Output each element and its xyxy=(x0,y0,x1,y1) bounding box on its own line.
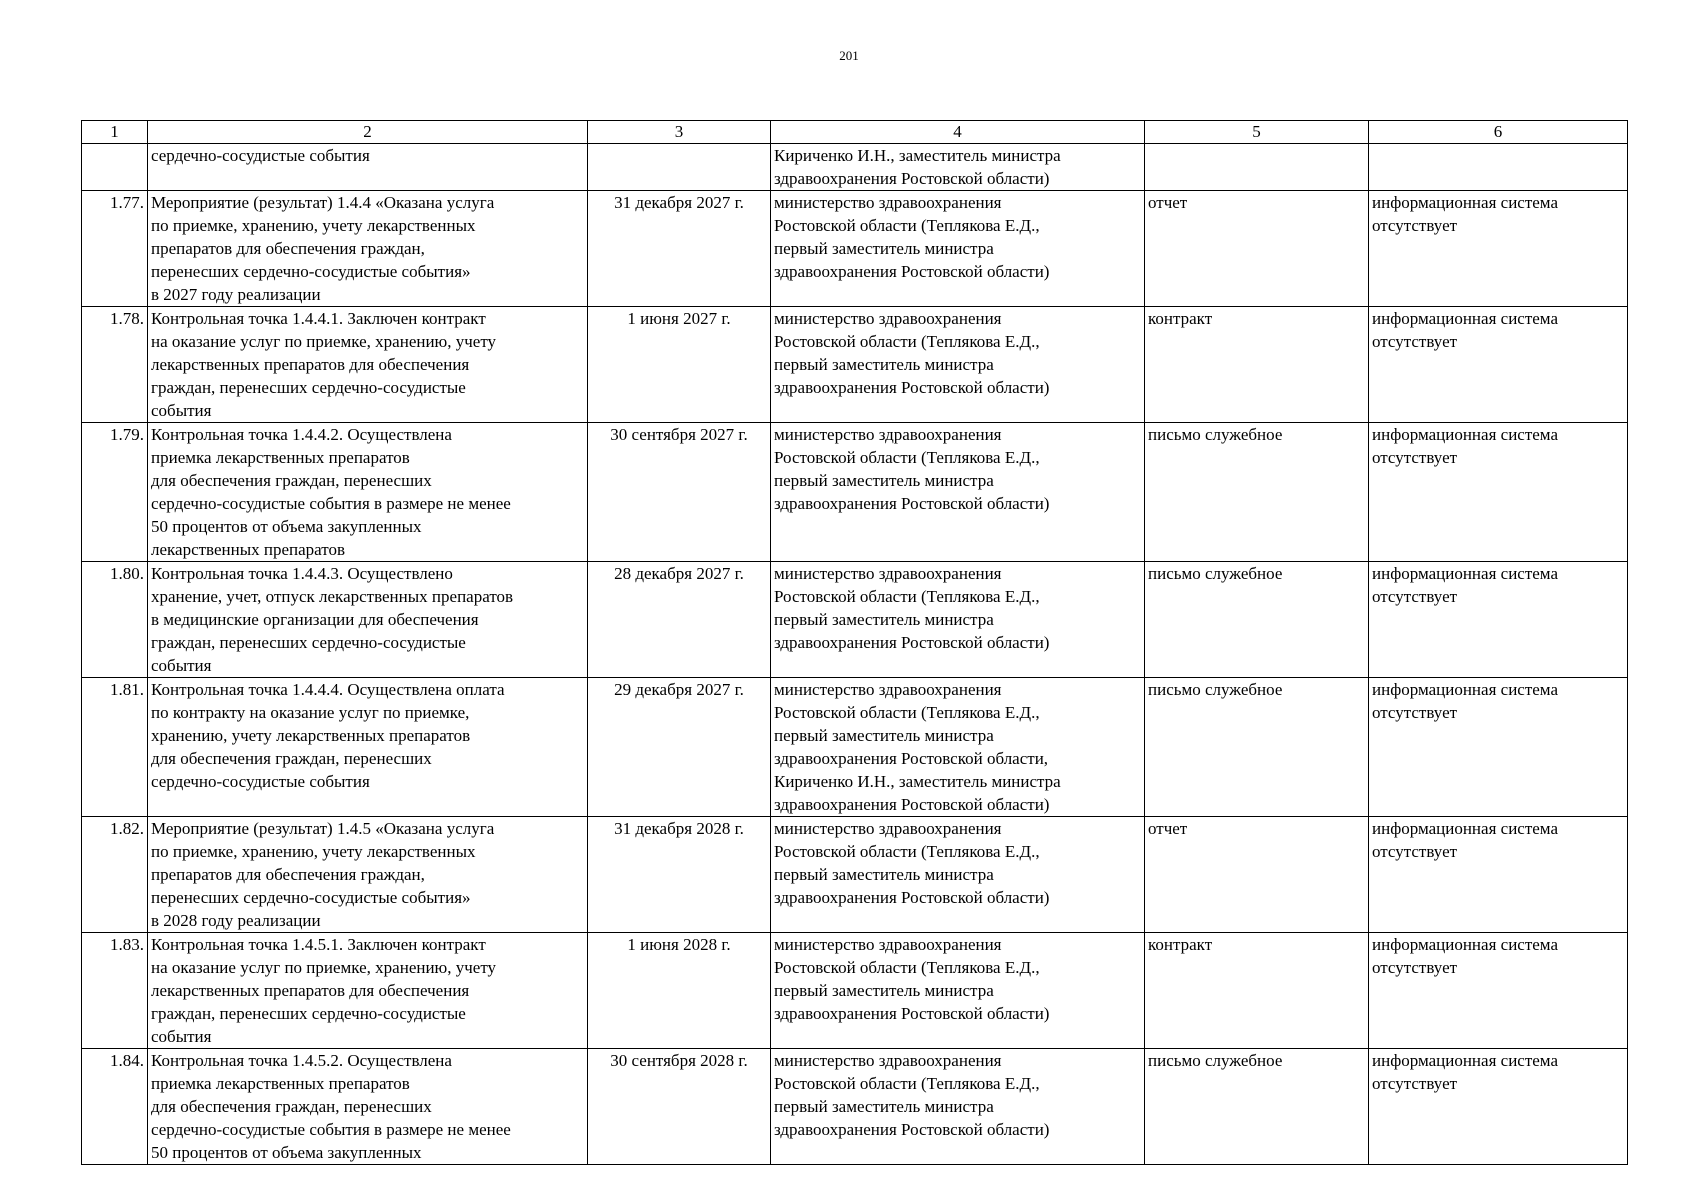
responsible-line: здравоохранения Ростовской области) xyxy=(774,795,1050,814)
responsible-line: первый заместитель министра xyxy=(774,355,994,374)
description-line: 50 процентов от объема закупленных xyxy=(151,1143,422,1162)
document-type: контракт xyxy=(1148,935,1213,954)
information-system-line: отсутствует xyxy=(1372,332,1458,351)
responsible-line: первый заместитель министра xyxy=(774,981,994,1000)
responsible-cell xyxy=(771,423,1145,562)
description-line: Контрольная точка 1.4.4.2. Осуществлена xyxy=(151,425,452,444)
responsible-line: первый заместитель министра xyxy=(774,471,994,490)
description-cell xyxy=(148,307,588,423)
row-number-cell xyxy=(82,1049,148,1165)
description-line: события xyxy=(151,401,212,420)
responsible-line: здравоохранения Ростовской области) xyxy=(774,888,1050,907)
information-system-cell xyxy=(1369,562,1628,678)
description-cell xyxy=(148,1049,588,1165)
responsible-cell xyxy=(771,307,1145,423)
document-type-cell xyxy=(1145,423,1369,562)
description-line: сердечно-сосудистые события в размере не менее xyxy=(151,494,511,513)
description-line: в 2027 году реализации xyxy=(151,285,321,304)
description-cell xyxy=(148,423,588,562)
responsible-line: министерство здравоохранения xyxy=(774,819,1002,838)
page-number: 201 xyxy=(839,48,859,63)
deadline-date: 30 сентября 2028 г. xyxy=(610,1051,748,1070)
responsible-line: министерство здравоохранения xyxy=(774,425,1002,444)
description-line: по приемке, хранению, учету лекарственных xyxy=(151,216,476,235)
responsible-line: первый заместитель министра xyxy=(774,726,994,745)
description-line: Контрольная точка 1.4.5.2. Осуществлена xyxy=(151,1051,452,1070)
description-cell xyxy=(148,562,588,678)
description-line: в 2028 году реализации xyxy=(151,911,321,930)
description-cell xyxy=(148,678,588,817)
description-line: приемка лекарственных препаратов xyxy=(151,1074,410,1093)
description-line: граждан, перенесших сердечно-сосудистые xyxy=(151,1004,466,1023)
row-number: 1.77. xyxy=(110,193,144,212)
responsible-line: Ростовской области (Теплякова Е.Д., xyxy=(774,958,1040,977)
description-line: по контракту на оказание услуг по приемке, xyxy=(151,703,470,722)
information-system-line: информационная система xyxy=(1372,819,1558,838)
description-line: для обеспечения граждан, перенесших xyxy=(151,471,432,490)
description-line: на оказание услуг по приемке, хранению, учету xyxy=(151,958,497,977)
deadline-cell xyxy=(588,144,771,191)
responsible-line: первый заместитель министра xyxy=(774,610,994,629)
plan-table xyxy=(81,120,1628,1165)
description-line: Контрольная точка 1.4.4.3. Осуществлено xyxy=(151,564,453,583)
document-type: контракт xyxy=(1148,309,1213,328)
deadline-date: 1 июня 2027 г. xyxy=(627,309,731,328)
description-cell xyxy=(148,817,588,933)
description-line: Контрольная точка 1.4.4.4. Осуществлена оплата xyxy=(151,680,505,699)
table-row xyxy=(82,678,1628,817)
deadline-date: 28 декабря 2027 г. xyxy=(614,564,744,583)
responsible-line: здравоохранения Ростовской области) xyxy=(774,262,1050,281)
description-line: Мероприятие (результат) 1.4.5 «Оказана услуга xyxy=(151,819,495,838)
responsible-line: Кириченко И.Н., заместитель министра xyxy=(774,772,1061,791)
responsible-line: первый заместитель министра xyxy=(774,865,994,884)
column-number: 1 xyxy=(82,121,148,144)
document-type-cell xyxy=(1145,144,1369,191)
information-system-line: информационная система xyxy=(1372,564,1558,583)
column-number: 4 xyxy=(771,121,1145,144)
description-line: лекарственных препаратов для обеспечения xyxy=(151,981,470,1000)
information-system-line: отсутствует xyxy=(1372,842,1458,861)
description-line: по приемке, хранению, учету лекарственных xyxy=(151,842,476,861)
responsible-line: первый заместитель министра xyxy=(774,1097,994,1116)
row-number-cell xyxy=(82,423,148,562)
column-number: 2 xyxy=(148,121,588,144)
information-system-cell xyxy=(1369,423,1628,562)
information-system-line: информационная система xyxy=(1372,193,1558,212)
responsible-line: Ростовской области (Теплякова Е.Д., xyxy=(774,703,1040,722)
responsible-cell xyxy=(771,191,1145,307)
row-number: 1.80. xyxy=(110,564,144,583)
description-line: события xyxy=(151,1027,212,1046)
row-number: 1.78. xyxy=(110,309,144,328)
document-type-cell xyxy=(1145,307,1369,423)
table-row xyxy=(82,817,1628,933)
description-line: граждан, перенесших сердечно-сосудистые xyxy=(151,378,466,397)
description-line: 50 процентов от объема закупленных xyxy=(151,517,422,536)
responsible-cell xyxy=(771,933,1145,1049)
responsible-line: здравоохранения Ростовской области) xyxy=(774,1120,1050,1139)
information-system-line: информационная система xyxy=(1372,425,1558,444)
responsible-line: Ростовской области (Теплякова Е.Д., xyxy=(774,842,1040,861)
description-line: в медицинские организации для обеспечения xyxy=(151,610,479,629)
deadline-cell xyxy=(588,423,771,562)
information-system-line: отсутствует xyxy=(1372,448,1458,467)
responsible-line: Кириченко И.Н., заместитель министра xyxy=(774,146,1061,165)
information-system-line: отсутствует xyxy=(1372,1074,1458,1093)
responsible-line: министерство здравоохранения xyxy=(774,193,1002,212)
document-type: письмо служебное xyxy=(1148,1051,1283,1070)
responsible-line: здравоохранения Ростовской области) xyxy=(774,494,1050,513)
description-line: события xyxy=(151,656,212,675)
responsible-line: здравоохранения Ростовской области) xyxy=(774,169,1050,188)
description-line: Мероприятие (результат) 1.4.4 «Оказана услуга xyxy=(151,193,495,212)
table-row xyxy=(82,191,1628,307)
responsible-line: министерство здравоохранения xyxy=(774,680,1002,699)
description-cell xyxy=(148,191,588,307)
information-system-line: отсутствует xyxy=(1372,703,1458,722)
row-number: 1.79. xyxy=(110,425,144,444)
deadline-cell xyxy=(588,678,771,817)
description-line: на оказание услуг по приемке, хранению, учету xyxy=(151,332,497,351)
deadline-cell xyxy=(588,191,771,307)
row-number-cell xyxy=(82,307,148,423)
deadline-date: 31 декабря 2028 г. xyxy=(614,819,744,838)
information-system-cell xyxy=(1369,191,1628,307)
description-line: хранение, учет, отпуск лекарственных препаратов xyxy=(151,587,514,606)
description-line: Контрольная точка 1.4.5.1. Заключен контракт xyxy=(151,935,486,954)
responsible-line: здравоохранения Ростовской области) xyxy=(774,1004,1050,1023)
deadline-cell xyxy=(588,562,771,678)
description-line: Контрольная точка 1.4.4.1. Заключен контракт xyxy=(151,309,486,328)
information-system-cell xyxy=(1369,933,1628,1049)
row-number-cell xyxy=(82,678,148,817)
responsible-line: министерство здравоохранения xyxy=(774,1051,1002,1070)
table-row xyxy=(82,307,1628,423)
description-cell xyxy=(148,933,588,1049)
responsible-line: первый заместитель министра xyxy=(774,239,994,258)
row-number-cell xyxy=(82,933,148,1049)
deadline-date: 1 июня 2028 г. xyxy=(627,935,731,954)
document-type: отчет xyxy=(1148,193,1188,212)
responsible-cell xyxy=(771,144,1145,191)
document-type: письмо служебное xyxy=(1148,680,1283,699)
description-line: хранению, учету лекарственных препаратов xyxy=(151,726,471,745)
description-line: перенесших сердечно-сосудистые события» xyxy=(151,262,471,281)
document-type: письмо служебное xyxy=(1148,564,1283,583)
responsible-line: Ростовской области (Теплякова Е.Д., xyxy=(774,1074,1040,1093)
row-number: 1.82. xyxy=(110,819,144,838)
document-type-cell xyxy=(1145,1049,1369,1165)
column-number: 3 xyxy=(588,121,771,144)
information-system-line: отсутствует xyxy=(1372,216,1458,235)
description-line: сердечно-сосудистые события в размере не менее xyxy=(151,1120,511,1139)
responsible-cell xyxy=(771,678,1145,817)
row-number-cell xyxy=(82,817,148,933)
table-row xyxy=(82,423,1628,562)
information-system-cell xyxy=(1369,817,1628,933)
responsible-line: здравоохранения Ростовской области) xyxy=(774,633,1050,652)
column-number: 6 xyxy=(1369,121,1628,144)
document-type-cell xyxy=(1145,562,1369,678)
responsible-cell xyxy=(771,562,1145,678)
document-type-cell xyxy=(1145,678,1369,817)
information-system-cell xyxy=(1369,307,1628,423)
information-system-line: отсутствует xyxy=(1372,587,1458,606)
information-system-cell xyxy=(1369,144,1628,191)
table-row xyxy=(82,144,1628,191)
deadline-cell xyxy=(588,817,771,933)
responsible-line: Ростовской области (Теплякова Е.Д., xyxy=(774,216,1040,235)
column-number-row xyxy=(82,121,1628,144)
responsible-line: здравоохранения Ростовской области) xyxy=(774,378,1050,397)
deadline-date: 29 декабря 2027 г. xyxy=(614,680,744,699)
information-system-cell xyxy=(1369,678,1628,817)
responsible-line: министерство здравоохранения xyxy=(774,935,1002,954)
row-number-cell xyxy=(82,191,148,307)
deadline-cell xyxy=(588,307,771,423)
description-line: сердечно-сосудистые события xyxy=(151,146,370,165)
responsible-line: Ростовской области (Теплякова Е.Д., xyxy=(774,448,1040,467)
row-number: 1.81. xyxy=(110,680,144,699)
information-system-cell xyxy=(1369,1049,1628,1165)
description-line: препаратов для обеспечения граждан, xyxy=(151,865,425,884)
document-type-cell xyxy=(1145,191,1369,307)
information-system-line: информационная система xyxy=(1372,309,1558,328)
description-line: лекарственных препаратов для обеспечения xyxy=(151,355,470,374)
description-line: препаратов для обеспечения граждан, xyxy=(151,239,425,258)
responsible-line: министерство здравоохранения xyxy=(774,309,1002,328)
row-number: 1.84. xyxy=(110,1051,144,1070)
deadline-cell xyxy=(588,1049,771,1165)
column-number: 5 xyxy=(1145,121,1369,144)
description-line: для обеспечения граждан, перенесших xyxy=(151,749,432,768)
information-system-line: информационная система xyxy=(1372,1051,1558,1070)
deadline-date: 31 декабря 2027 г. xyxy=(614,193,744,212)
row-number-cell xyxy=(82,562,148,678)
information-system-line: информационная система xyxy=(1372,680,1558,699)
description-cell xyxy=(148,144,588,191)
table-row xyxy=(82,1049,1628,1165)
responsible-line: Ростовской области (Теплякова Е.Д., xyxy=(774,587,1040,606)
document-type-cell xyxy=(1145,933,1369,1049)
row-number: 1.83. xyxy=(110,935,144,954)
information-system-line: отсутствует xyxy=(1372,958,1458,977)
responsible-cell xyxy=(771,817,1145,933)
description-line: лекарственных препаратов xyxy=(151,540,346,559)
responsible-cell xyxy=(771,1049,1145,1165)
responsible-line: Ростовской области (Теплякова Е.Д., xyxy=(774,332,1040,351)
deadline-cell xyxy=(588,933,771,1049)
description-line: для обеспечения граждан, перенесших xyxy=(151,1097,432,1116)
responsible-line: министерство здравоохранения xyxy=(774,564,1002,583)
responsible-line: здравоохранения Ростовской области, xyxy=(774,749,1049,768)
table-row xyxy=(82,562,1628,678)
deadline-date: 30 сентября 2027 г. xyxy=(610,425,748,444)
description-line: сердечно-сосудистые события xyxy=(151,772,370,791)
document-type: письмо служебное xyxy=(1148,425,1283,444)
description-line: приемка лекарственных препаратов xyxy=(151,448,410,467)
description-line: перенесших сердечно-сосудистые события» xyxy=(151,888,471,907)
row-number-cell xyxy=(82,144,148,191)
table-row xyxy=(82,933,1628,1049)
description-line: граждан, перенесших сердечно-сосудистые xyxy=(151,633,466,652)
document-type-cell xyxy=(1145,817,1369,933)
document-type: отчет xyxy=(1148,819,1188,838)
information-system-line: информационная система xyxy=(1372,935,1558,954)
